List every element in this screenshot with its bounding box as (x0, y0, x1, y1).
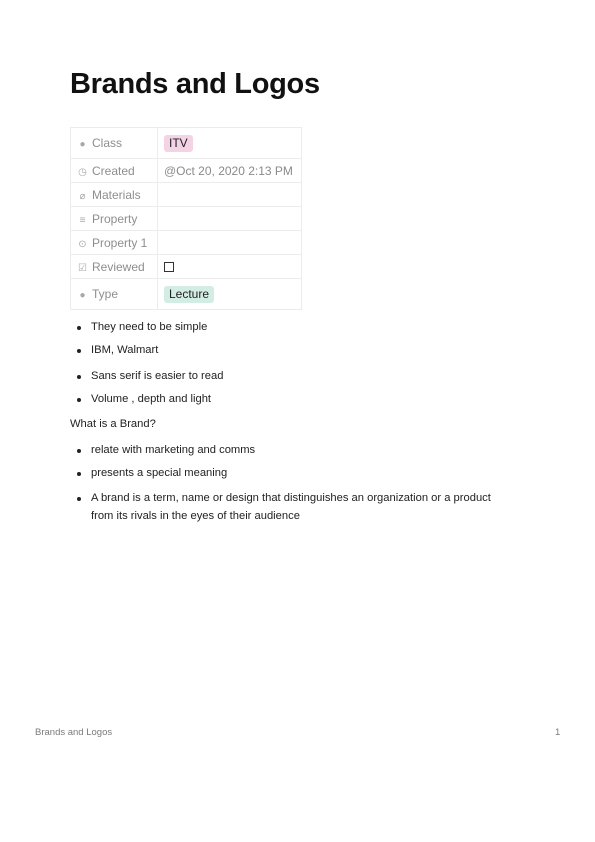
list-item: They need to be simple (70, 318, 510, 336)
list-item: A brand is a term, name or design that distinguishes an organization or a product from its rivals in the eyes of their audience (70, 489, 510, 525)
list-item: presents a special meaning (70, 464, 510, 482)
property-1-value[interactable] (158, 231, 302, 255)
reviewed-checkbox[interactable] (164, 262, 174, 272)
page-number: 1 (555, 727, 561, 738)
paperclip-icon: ⌀ (79, 190, 86, 202)
list-item: Sans serif is easier to read (70, 367, 510, 385)
select-icon: ● (79, 139, 86, 150)
property-label: Created (92, 163, 135, 178)
footer-title: Brands and Logos (35, 727, 113, 738)
bullet-list-bottom (70, 441, 510, 525)
checkbox-icon: ☑ (78, 262, 87, 274)
list-item: relate with marketing and comms (70, 441, 510, 459)
bullet-list-top (70, 318, 510, 408)
property-row-property (71, 207, 302, 231)
link-icon: ⊙ (78, 238, 87, 250)
list-item: Volume , depth and light (70, 390, 510, 408)
property-label: Materials (92, 187, 141, 202)
property-label: Property 1 (92, 235, 148, 250)
property-label: Class (92, 136, 123, 150)
property-label: Type (92, 287, 119, 301)
property-value[interactable] (158, 207, 302, 231)
property-row-type (71, 279, 302, 310)
property-row-reviewed (71, 255, 302, 279)
property-row-materials (71, 183, 302, 207)
created-value: @Oct 20, 2020 2:13 PM (158, 159, 302, 183)
clock-icon: ◷ (78, 166, 87, 178)
property-row-created (71, 159, 302, 183)
page-title: Brands and Logos (70, 68, 320, 100)
list-item: IBM, Walmart (70, 341, 510, 359)
select-icon: ● (79, 290, 86, 301)
materials-value[interactable] (158, 183, 302, 207)
property-row-property-1 (71, 231, 302, 255)
property-label: Property (92, 211, 138, 226)
type-tag[interactable]: Lecture (164, 286, 214, 303)
paragraph-what-is-a-brand: What is a Brand? (70, 418, 156, 430)
class-tag[interactable]: ITV (164, 135, 193, 152)
property-row-class (71, 128, 302, 159)
properties-table (70, 127, 302, 310)
text-lines-icon: ≡ (79, 214, 86, 226)
property-label: Reviewed (92, 259, 145, 274)
